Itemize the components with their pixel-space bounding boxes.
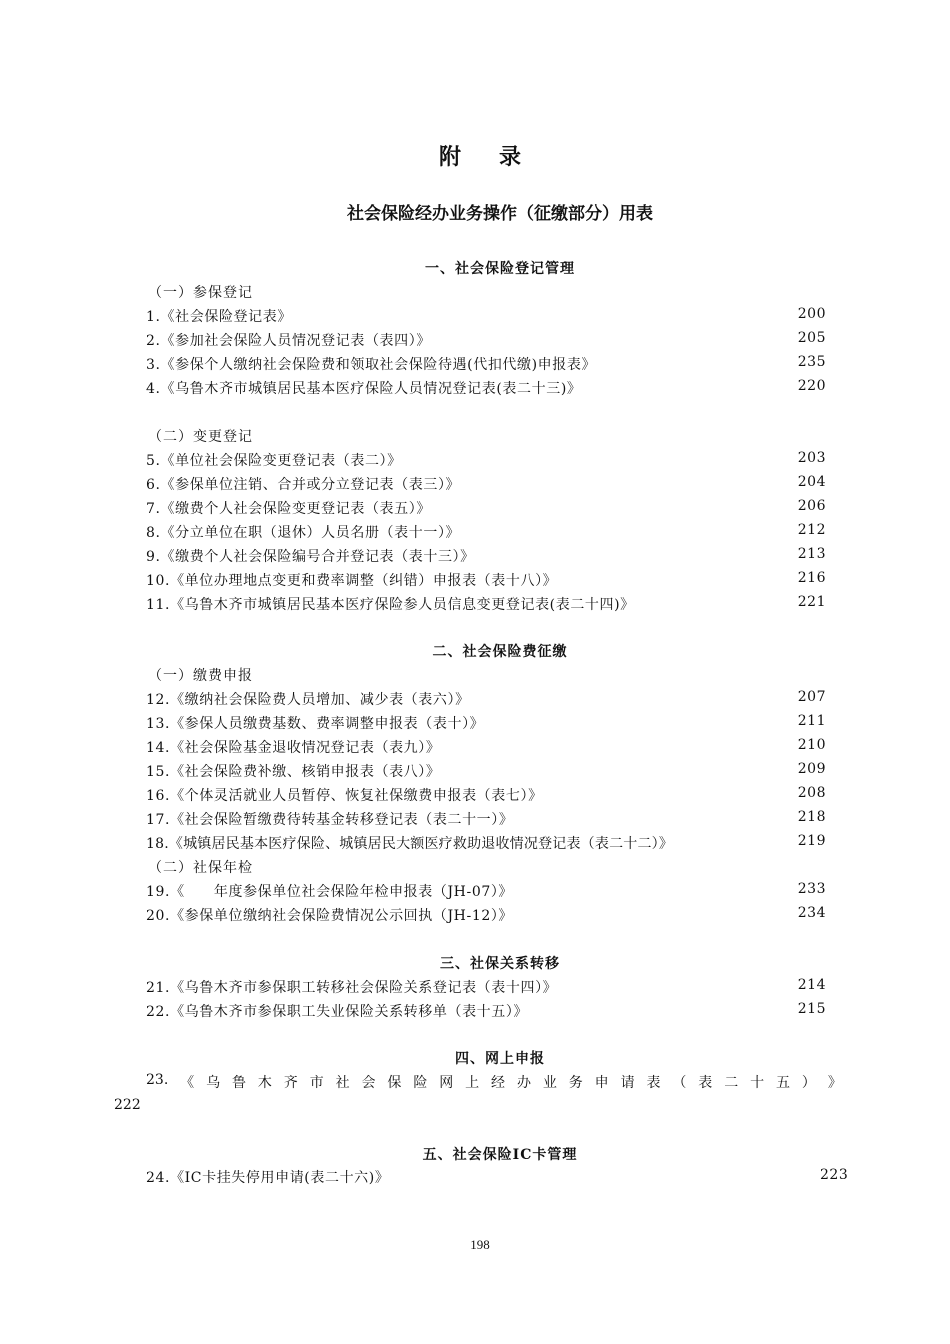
toc-entry-char: 》 (827, 1075, 842, 1091)
toc-entry-label: 22.《乌鲁木齐市参保职工失业保险关系转移单（表十五）》 (146, 1004, 529, 1020)
toc-entry-justified (146, 1072, 842, 1092)
subsection-heading: （一）参保登记 (148, 285, 253, 301)
toc-entry-label: 3.《参保个人缴纳社会保险费和领取社会保险待遇(代扣代缴)申报表》 (146, 357, 597, 373)
toc-entry-char: 险 (413, 1075, 428, 1091)
toc-entry-label: 15.《社会保险费补缴、核销申报表（表八）》 (146, 764, 441, 780)
toc-entry-page: 233 (797, 881, 826, 897)
toc-entry-char: 保 (387, 1075, 402, 1091)
toc-entry (146, 761, 826, 783)
toc-entry-label: 24.《IC卡挂失停用申请(表二十六)》 (146, 1170, 390, 1186)
toc-entry-page: 211 (797, 713, 826, 729)
toc-entry (146, 522, 826, 544)
toc-entry (146, 570, 826, 592)
section-heading-3: 三、社保关系转移 (440, 956, 560, 972)
toc-entry (146, 785, 826, 807)
toc-entry-label: 13.《参保人员缴费基数、费率调整申报表（表十）》 (146, 716, 485, 732)
toc-entry-label: 14.《社会保险基金退收情况登记表（表九）》 (146, 740, 441, 756)
toc-entry-page: 235 (797, 354, 826, 370)
toc-entry-label: 10.《单位办理地点变更和费率调整（纠错）申报表（表十八）》 (146, 573, 558, 589)
toc-entry-page: 220 (797, 378, 826, 394)
toc-entry-char: 鲁 (231, 1075, 246, 1091)
toc-entry-char: 社 (335, 1075, 350, 1091)
toc-entry-label: 2.《参加社会保险人员情况登记表（表四）》 (146, 333, 431, 349)
toc-entry-page: 234 (797, 905, 826, 921)
toc-entry-char: 乌 (206, 1075, 221, 1091)
toc-entry-page: 222 (114, 1097, 141, 1113)
toc-entry-char: 市 (309, 1075, 324, 1091)
toc-entry-page: 212 (797, 522, 826, 538)
toc-entry (146, 330, 826, 352)
page-number: 198 (470, 1237, 490, 1252)
subsection-heading: （二）变更登记 (148, 429, 253, 445)
toc-entry-char: 网 (439, 1075, 454, 1091)
toc-entry-char: 表 (646, 1075, 661, 1091)
toc-entry-label: 16.《个体灵活就业人员暂停、恢复社保缴费申报表（表七）》 (146, 788, 543, 804)
toc-entry (146, 594, 826, 616)
page-title: 附录 (438, 145, 559, 170)
toc-entry-page: 215 (797, 1001, 826, 1017)
toc-entry-label: 4.《乌鲁木齐市城镇居民基本医疗保险人员情况登记表(表二十三)》 (146, 381, 582, 397)
toc-entry-page: 221 (797, 594, 826, 610)
toc-entry (146, 1001, 826, 1023)
toc-entry-char: 上 (465, 1075, 480, 1091)
toc-entry (146, 306, 826, 328)
toc-entry (146, 689, 826, 711)
toc-entry-label: 1.《社会保险登记表》 (146, 309, 292, 325)
toc-entry-char: 23. (146, 1072, 169, 1088)
toc-entry-char: 《 (180, 1075, 195, 1091)
toc-entry-page: 200 (797, 306, 826, 322)
toc-entry-page: 205 (797, 330, 826, 346)
toc-entry-label: 20.《参保单位缴纳社会保险费情况公示回执（JH-12）》 (146, 908, 514, 924)
toc-entry-label: 11.《乌鲁木齐市城镇居民基本医疗保险参人员信息变更登记表(表二十四)》 (146, 597, 635, 613)
page-subtitle: 社会保险经办业务操作（征缴部分）用表 (347, 204, 653, 224)
toc-entry-page: 203 (797, 450, 826, 466)
toc-entry-page: 207 (797, 689, 826, 705)
toc-entry-page: 204 (797, 474, 826, 490)
toc-entry (146, 905, 826, 927)
section-heading-5: 五、社会保险IC卡管理 (422, 1147, 578, 1163)
toc-entry-char: ） (801, 1075, 816, 1091)
toc-entry (146, 498, 826, 520)
toc-entry-page: 223 (820, 1167, 849, 1183)
toc-entry-label: 5.《单位社会保险变更登记表（表二）》 (146, 453, 402, 469)
toc-entry-page: 219 (797, 833, 826, 849)
toc-entry-char: 务 (568, 1075, 583, 1091)
toc-entry (146, 450, 826, 472)
toc-entry (146, 378, 826, 400)
subsection-heading: （一）缴费申报 (148, 668, 253, 684)
toc-entry-page: 206 (797, 498, 826, 514)
toc-entry-label: 9.《缴费个人社会保险编号合并登记表（表十三）》 (146, 549, 475, 565)
toc-entry-page: 213 (797, 546, 826, 562)
toc-entry-char: 会 (361, 1075, 376, 1091)
toc-entry (146, 833, 826, 855)
toc-entry-page: 218 (797, 809, 826, 825)
toc-entry-char: 表 (698, 1075, 713, 1091)
toc-entry-char: 五 (776, 1075, 791, 1091)
toc-entry-char: 申 (594, 1075, 609, 1091)
toc-entry (146, 881, 826, 903)
toc-entry-label: 18.《城镇居民基本医疗保险、城镇居民大额医疗救助退收情况登记表（表二十二）》 (146, 836, 674, 852)
toc-entry-char: 请 (620, 1075, 635, 1091)
section-heading-4: 四、网上申报 (455, 1051, 545, 1067)
toc-entry (146, 546, 826, 568)
toc-entry-label: 21.《乌鲁木齐市参保职工转移社会保险关系登记表（表十四）》 (146, 980, 558, 996)
toc-entry-char: 经 (491, 1075, 506, 1091)
toc-entry-char: 二 (724, 1075, 739, 1091)
toc-entry-label: 12.《缴纳社会保险费人员增加、减少表（表六）》 (146, 692, 470, 708)
section-heading-1: 一、社会保险登记管理 (425, 261, 575, 277)
toc-entry-char: 十 (750, 1075, 765, 1091)
toc-entry (146, 713, 826, 735)
toc-entry-label: 17.《社会保险暂缴费待转基金转移登记表（表二十一）》 (146, 812, 514, 828)
toc-entry-char: （ (672, 1075, 687, 1091)
toc-entry (146, 354, 826, 376)
subsection-heading: （二）社保年检 (148, 860, 253, 876)
toc-entry-char: 齐 (283, 1075, 298, 1091)
toc-entry-page: 214 (797, 977, 826, 993)
toc-entry (146, 977, 826, 999)
toc-entry (146, 474, 826, 496)
toc-entry (146, 737, 826, 759)
toc-entry-label: 19.《 年度参保单位社会保险年检申报表（JH-07）》 (146, 884, 514, 900)
toc-entry-label: 6.《参保单位注销、合并或分立登记表（表三）》 (146, 477, 461, 493)
toc-entry-page: 210 (797, 737, 826, 753)
toc-entry-char: 办 (516, 1075, 531, 1091)
toc-entry-page: 208 (797, 785, 826, 801)
toc-entry-page: 209 (797, 761, 826, 777)
toc-entry (146, 809, 826, 831)
toc-entry-label: 7.《缴费个人社会保险变更登记表（表五）》 (146, 501, 431, 517)
toc-entry-label: 8.《分立单位在职（退休）人员名册（表十一）》 (146, 525, 461, 541)
toc-entry-page: 216 (797, 570, 826, 586)
toc-entry-char: 木 (257, 1075, 272, 1091)
toc-entry-char: 业 (542, 1075, 557, 1091)
section-heading-2: 二、社会保险费征缴 (432, 644, 568, 660)
